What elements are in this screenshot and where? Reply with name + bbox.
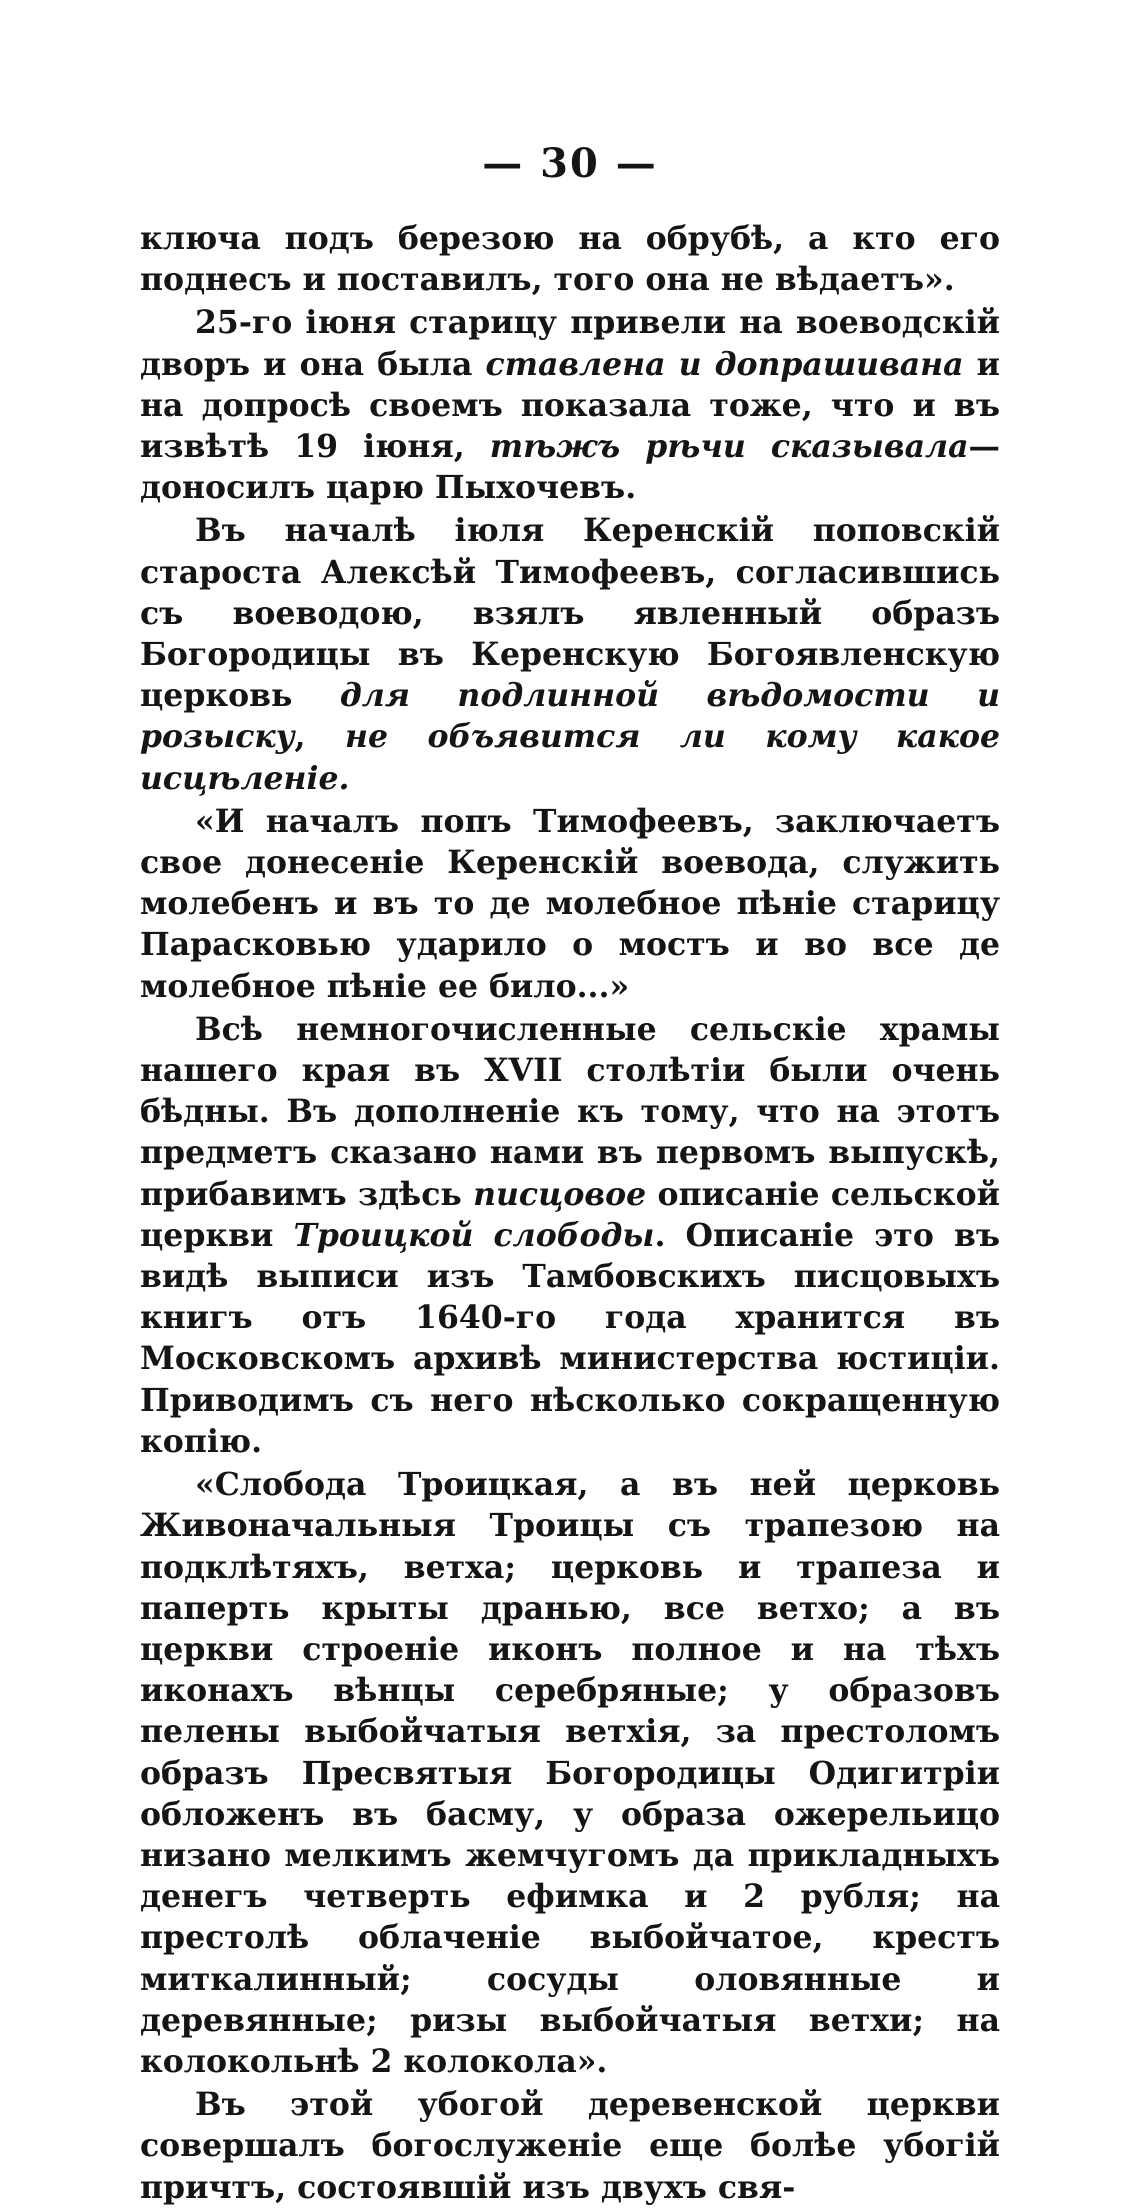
- page-number: — 30 —: [482, 140, 658, 187]
- text-run: «Слобода Троицкая, а въ ней церковь Живоначальныя Троицы съ трапезою на подклѣтяхъ, ветха; церковь и трапеза и паперть крыты дранью, все ветхо; а въ церкви строеніе иконъ полное и на тѣхъ иконахъ вѣнцы серебряные; у образовъ пелены выбойчатыя ветхія, за престоломъ образъ Пресвятыя Богородицы Одигитріи обложенъ въ басму, у образа ожерельицо низано мелкимъ жемчугомъ да прикладныхъ денегъ четверть ефимка и 2 рубля; на престолѣ облаченіе выбойчатое, крестъ миткалинный; сосуды оловянные и деревянные; ризы выбойчатыя ветхи; на колокольнѣ 2 колокола».: [140, 1466, 1000, 2080]
- text-run: «И началъ попъ Тимофеевъ, заключаетъ свое донесеніе Керенскій воевода, служить молебенъ и въ то де молебное пѣніе старицу Парасковью ударило о мостъ и во все де молебное пѣніе ее било...»: [140, 802, 1000, 1005]
- paragraph: [140, 801, 1000, 1007]
- italic-phrase: Троицкой слободы: [293, 1216, 655, 1254]
- paragraph: [140, 1009, 1000, 1462]
- paragraph: [140, 2084, 1000, 2208]
- paragraph: [140, 218, 1000, 300]
- italic-phrase: не объявится ли кому какое исцѣленіе.: [140, 718, 1000, 797]
- text-run: и на допросѣ своемъ показала тоже, что и въ извѣтѣ 19 іюня,: [140, 345, 1000, 466]
- text-run: ,: [294, 718, 345, 756]
- text-run: Въ этой убогой деревенской церкви совершалъ богослуженіе еще болѣе убогій причтъ, состоявшій изъ двухъ свя-: [140, 2086, 1000, 2206]
- italic-phrase: тѣжъ рѣчи сказывала: [489, 428, 969, 466]
- text-run: . Описаніе это въ видѣ выписи изъ Тамбовскихъ писцовыхъ книгъ отъ 1640-го года хранится въ Московскомъ архивѣ министерства юстиціи. Приводимъ съ него нѣсколько сокращенную копію.: [140, 1216, 1000, 1460]
- text-run: —доносилъ царю Пыхочевъ.: [140, 428, 1000, 507]
- text-run: 25-го іюня старицу привели на воеводскій дворъ и она была: [140, 304, 1000, 383]
- paragraph: [140, 510, 1000, 798]
- paragraph: [140, 1464, 1000, 2082]
- body-text: [140, 218, 1000, 2210]
- text-run: Въ началѣ іюля Керенскій поповскій староста Алексѣй Тимофеевъ, согласившись съ воеводою, взялъ явленный образъ Богородицы въ Керенскую Богоявленскую церковь: [140, 512, 1000, 715]
- italic-phrase: писцовое: [473, 1175, 647, 1213]
- paragraph: [140, 302, 1000, 508]
- text-run: Всѣ немногочисленные сельскіе храмы нашего края въ XVII столѣтіи были очень бѣдны. Въ дополненіе къ тому, что на этотъ предметъ сказано нами въ первомъ выпускѣ, прибавимъ здѣсь: [140, 1010, 1000, 1213]
- text-run: ключа подъ березою на обрубѣ, а кто его поднесъ и поставилъ, того она не вѣдаетъ».: [140, 220, 1000, 299]
- text-run: описаніе сельской церкви: [140, 1175, 1000, 1254]
- italic-phrase: ставлена и допрашивана: [485, 345, 964, 383]
- italic-phrase: для подлинной вѣдомости и розыску: [140, 677, 1000, 756]
